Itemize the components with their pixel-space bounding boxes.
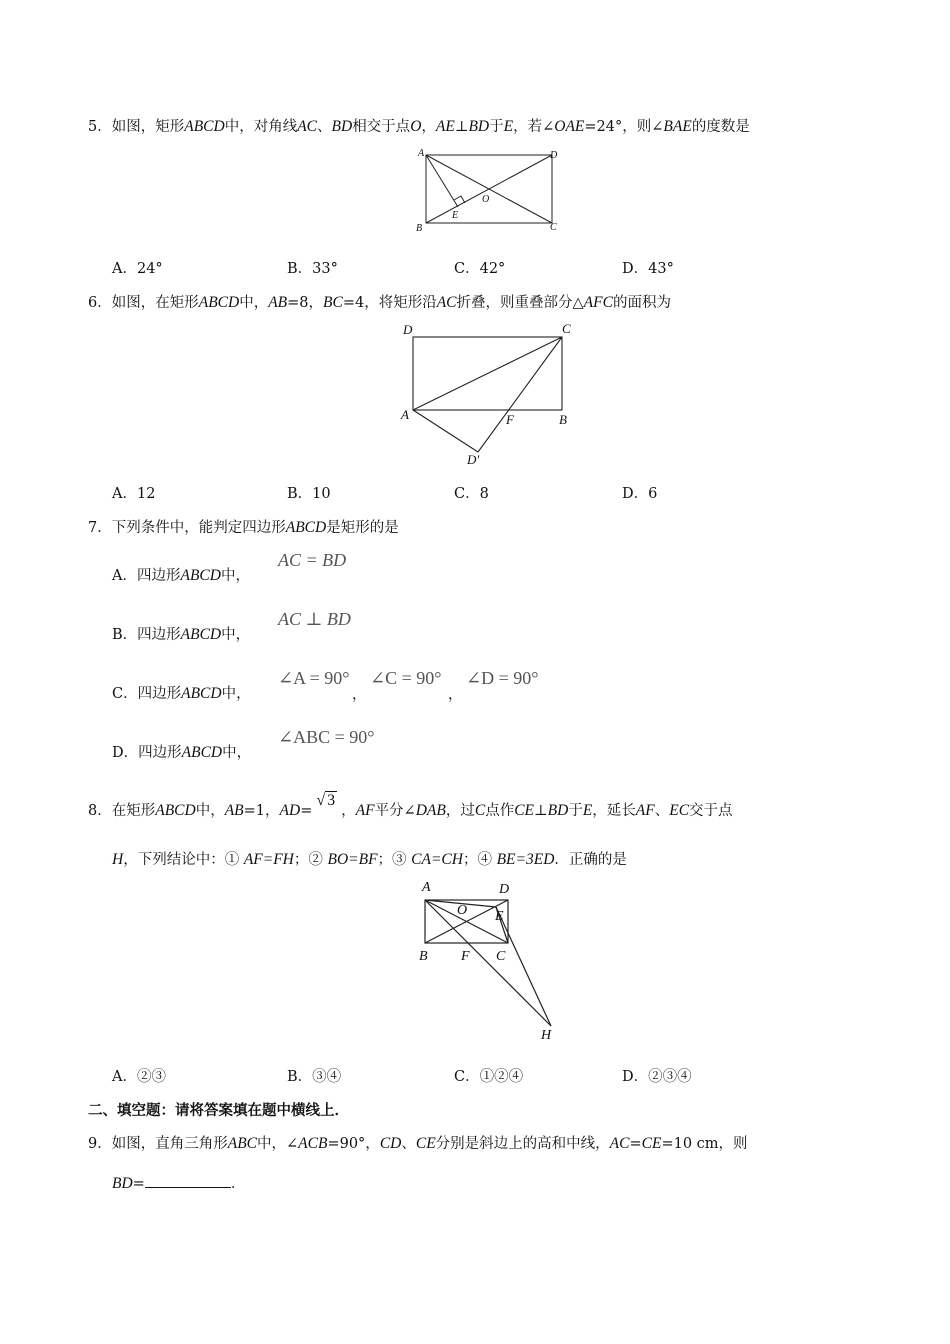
q6-label-a: A xyxy=(401,407,409,422)
q5-label-d: D xyxy=(550,150,558,161)
q5-label-a: A xyxy=(418,148,425,159)
q8-label-b: B xyxy=(419,949,428,964)
q8-label-f: F xyxy=(461,949,470,964)
q6-segment-adp xyxy=(413,410,478,452)
q7-option-d[interactable]: D．四边形ABCD中， xyxy=(112,744,252,761)
q5-option-d[interactable]: D．43° xyxy=(622,261,674,277)
q8-option-d[interactable]: D．②③④ xyxy=(622,1069,692,1085)
q8-label-a: A xyxy=(422,880,431,895)
q8-label-d: D xyxy=(499,882,510,897)
q5-label-b: B xyxy=(416,223,423,234)
q6-label-f: F xyxy=(506,412,514,427)
q7-option-c-math1: ∠A = 90° xyxy=(278,668,350,688)
q5-option-c[interactable]: C．42° xyxy=(454,261,506,277)
q8-line-ah xyxy=(425,900,551,1026)
q8-line-eh xyxy=(496,907,551,1026)
q5-figure xyxy=(410,145,570,237)
q8-label-e: E xyxy=(495,909,504,924)
section2-heading: 二、填空题：请将答案填在题中横线上． xyxy=(88,1102,349,1119)
q8-option-c[interactable]: C．①②④ xyxy=(454,1069,524,1085)
q7-option-c-sep1: ， xyxy=(352,687,367,703)
q8-sqrt: √ 3 xyxy=(316,792,336,809)
q5-label-c: C xyxy=(550,222,557,233)
q8-label-o: O xyxy=(457,903,468,918)
q6-option-b[interactable]: B．10 xyxy=(287,486,331,502)
q7-option-c-math3: ∠D = 90° xyxy=(466,668,539,688)
q8-option-a[interactable]: A．②③ xyxy=(112,1069,166,1085)
q5-segment-ae xyxy=(426,155,458,207)
q8-stem-line1: 8．在矩形ABCD中，AB=1，AD=√ 3，AF平分∠DAB，过C点作CE⊥BD于E，延长AF、EC交于点 xyxy=(88,792,733,819)
q9-answer-blank[interactable] xyxy=(145,1173,231,1188)
q6-stem: 6．如图，在矩形ABCD中，AB=8，BC=4，将矩形沿AC折叠，则重叠部分△AFC的面积为 xyxy=(88,294,671,311)
q9-stem-line1: 9．如图，直角三角形ABC中，∠ACB=90°，CD、CE分别是斜边上的高和中线，AC=CE=10 cm，则 xyxy=(88,1135,748,1152)
q6-label-d: D xyxy=(403,322,413,337)
q7-option-c[interactable]: C．四边形ABCD中， xyxy=(112,685,251,702)
q7-option-a[interactable]: A．四边形ABCD中， xyxy=(112,567,250,584)
q9-stem-line2: BD= ． xyxy=(112,1175,246,1192)
q8-figure xyxy=(410,876,570,1041)
q5-label-o: O xyxy=(482,194,490,205)
q7-stem: 7．下列条件中，能判定四边形ABCD是矩形的是 xyxy=(88,519,399,536)
q6-option-d[interactable]: D．6 xyxy=(622,486,658,502)
q6-option-a[interactable]: A．12 xyxy=(112,486,156,502)
q7-option-d-math: ∠ABC = 90° xyxy=(278,727,375,747)
q5-option-b[interactable]: B．33° xyxy=(287,261,338,277)
q7-option-c-math2: ∠C = 90° xyxy=(370,668,442,688)
q5-option-a[interactable]: A．24° xyxy=(112,261,163,277)
q6-segment-cdp xyxy=(478,337,562,452)
q7-option-b[interactable]: B．四边形ABCD中， xyxy=(112,626,251,643)
q8-option-b[interactable]: B．③④ xyxy=(287,1069,342,1085)
q7-option-b-math: AC ⊥ BD xyxy=(278,609,351,629)
q6-label-b: B xyxy=(559,412,567,427)
q8-label-h: H xyxy=(541,1028,552,1043)
q5-stem: 5．如图，矩形ABCD中，对角线AC、BD相交于点O，AE⊥BD于E，若∠OAE=24°，则∠BAE的度数是 xyxy=(88,118,750,135)
q6-diagonal-ac xyxy=(413,337,562,410)
q6-option-c[interactable]: C．8 xyxy=(454,486,489,502)
q5-right-angle-mark xyxy=(454,196,465,203)
q6-label-c: C xyxy=(562,321,571,336)
q6-label-d-prime: D′ xyxy=(467,452,480,467)
q8-stem-line2: H，下列结论中：① AF=FH；② BO=BF；③ CA=CH；④ BE=3ED．正确的是 xyxy=(112,851,627,868)
q7-option-a-math: AC = BD xyxy=(278,550,347,570)
q5-label-e: E xyxy=(452,210,459,221)
q8-label-c: C xyxy=(496,949,506,964)
q7-option-c-sep2: ， xyxy=(448,687,463,703)
q6-figure xyxy=(395,318,580,468)
